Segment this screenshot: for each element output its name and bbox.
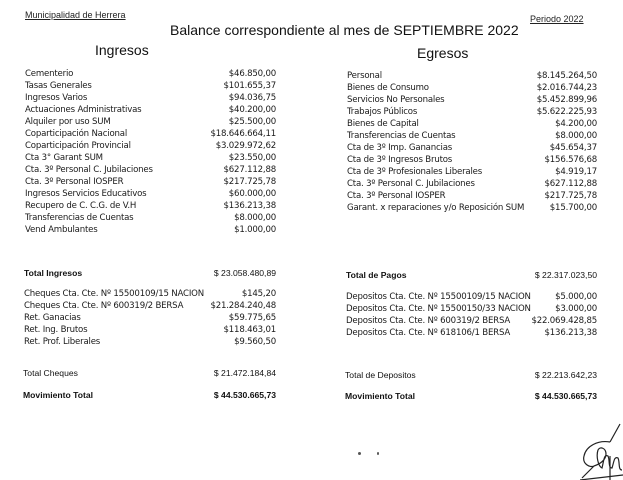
row-label: Ret. Ing. Brutos <box>24 325 88 335</box>
movimiento-total-label: Movimiento Total <box>23 390 94 400</box>
total-depositos-label: Total de Depositos <box>345 370 416 380</box>
egresos-row <box>347 94 597 106</box>
row-label: Bienes de Consumo <box>347 83 429 93</box>
total-depositos <box>345 369 597 381</box>
row-label: Cheques Cta. Cte. Nº 600319/2 BERSA <box>24 301 184 311</box>
row-value: $118.463,01 <box>223 325 276 335</box>
row-label: Depositos Cta. Cte. Nº 15500109/15 NACION <box>346 292 531 302</box>
movimiento-total-value: $ 44.530.665,73 <box>213 390 276 400</box>
egresos-row <box>347 130 597 142</box>
row-value: $22.069.428,85 <box>531 316 597 326</box>
row-label: Cta de 3º Profesionales Liberales <box>347 167 483 177</box>
row-value: $21.284.240,48 <box>210 301 276 311</box>
row-label: Ret. Ganacias <box>24 313 81 323</box>
ingresos-row <box>25 212 276 224</box>
cheque-row <box>24 324 276 336</box>
row-label: Recupero de C. C.G. de V.H <box>25 201 137 211</box>
row-value: $8.000,00 <box>234 213 276 223</box>
egresos-row <box>347 166 597 178</box>
total-pagos-label: Total de Pagos <box>346 270 407 280</box>
total-ingresos <box>24 267 276 279</box>
cheque-row <box>24 336 276 348</box>
row-label: Tasas Generales <box>25 81 92 91</box>
ingresos-row <box>25 92 276 104</box>
signature-icon <box>580 420 623 480</box>
row-value: $60.000,00 <box>228 189 276 199</box>
row-label: Trabajos Públicos <box>347 107 418 117</box>
row-label: Cheques Cta. Cte. Nº 15500109/15 NACION <box>24 289 204 299</box>
row-value: $94.036,75 <box>228 93 276 103</box>
total-ingresos-value: $ 23.058.480,89 <box>213 268 276 278</box>
row-value: $5.452.899,96 <box>536 95 597 105</box>
egresos-row <box>347 202 597 214</box>
row-value: $217.725,78 <box>223 177 276 187</box>
movimiento-total-value: $ 44.530.665,73 <box>534 391 597 401</box>
row-value: $3.000,00 <box>555 304 597 314</box>
row-value: $23.550,00 <box>228 153 276 163</box>
total-cheques-label: Total Cheques <box>23 368 78 378</box>
ingresos-row <box>25 176 276 188</box>
ingresos-row <box>25 68 276 80</box>
row-value: $4.200,00 <box>555 119 597 129</box>
row-value: $145,20 <box>241 289 276 299</box>
ingresos-row <box>25 164 276 176</box>
egresos-row <box>347 190 597 202</box>
municipality-name: Municipalidad de Herrera <box>25 10 126 20</box>
total-pagos <box>346 269 597 281</box>
row-value: $25.500,00 <box>228 117 276 127</box>
row-value: $156.576,68 <box>544 155 597 165</box>
egresos-row <box>347 178 597 190</box>
document-title: Balance correspondiente al mes de SEPTIEMBRE 2022 <box>170 22 519 38</box>
row-label: Cta. 3º Personal C. Jubilaciones <box>347 179 475 189</box>
row-value: $2.016.744,23 <box>536 83 597 93</box>
deposito-row <box>346 315 597 327</box>
scan-speck <box>377 452 379 455</box>
row-value: $1.000,00 <box>234 225 276 235</box>
ingresos-row <box>25 116 276 128</box>
row-label: Cementerio <box>25 69 74 79</box>
egresos-row <box>347 142 597 154</box>
movimiento-total-label: Movimiento Total <box>345 391 416 401</box>
row-label: Ingresos Servicios Educativos <box>25 189 147 199</box>
egresos-row <box>347 70 597 82</box>
row-value: $101.655,37 <box>223 81 276 91</box>
ingresos-row <box>25 200 276 212</box>
row-value: $217.725,78 <box>544 191 597 201</box>
deposito-row <box>346 291 597 303</box>
egresos-heading: Egresos <box>417 45 469 61</box>
row-value: $8.145.264,50 <box>536 71 597 81</box>
movimiento-total-ingresos <box>23 389 276 401</box>
cheque-row <box>24 312 276 324</box>
movimiento-total-egresos <box>345 390 597 402</box>
row-label: Ingresos Varios <box>25 93 88 103</box>
total-depositos-value: $ 22.213.642,23 <box>534 370 597 380</box>
row-label: Cta. 3º Personal IOSPER <box>25 177 124 187</box>
row-label: Bienes de Capital <box>347 119 419 129</box>
row-value: $9.560,50 <box>234 337 276 347</box>
row-label: Cta 3° Garant SUM <box>25 153 103 163</box>
ingresos-row <box>25 224 276 236</box>
total-cheques <box>23 367 276 379</box>
row-value: $18.646.664,11 <box>210 129 276 139</box>
row-value: $136.213,38 <box>544 328 597 338</box>
row-label: Transferencias de Cuentas <box>25 213 134 223</box>
row-value: $627.112,88 <box>544 179 597 189</box>
row-label: Ret. Prof. Liberales <box>24 337 101 347</box>
row-label: Transferencias de Cuentas <box>347 131 456 141</box>
row-label: Personal <box>347 71 382 81</box>
egresos-row <box>347 154 597 166</box>
total-cheques-value: $ 21.472.184,84 <box>213 368 276 378</box>
row-label: Alquiler por uso SUM <box>25 117 111 127</box>
row-value: $3.029.972,62 <box>215 141 276 151</box>
row-label: Depositos Cta. Cte. Nº 618106/1 BERSA <box>346 328 511 338</box>
row-value: $40.200,00 <box>228 105 276 115</box>
ingresos-row <box>25 128 276 140</box>
egresos-row <box>347 118 597 130</box>
row-label: Coparticipación Nacional <box>25 129 128 139</box>
cheque-row <box>24 288 276 300</box>
ingresos-row <box>25 188 276 200</box>
deposito-row <box>346 327 597 339</box>
row-label: Depositos Cta. Cte. Nº 600319/2 BERSA <box>346 316 511 326</box>
total-ingresos-label: Total Ingresos <box>24 268 83 278</box>
egresos-row <box>347 82 597 94</box>
ingresos-row <box>25 104 276 116</box>
row-label: Vend Ambulantes <box>25 225 98 235</box>
period-label: Periodo 2022 <box>530 14 584 24</box>
egresos-row <box>347 106 597 118</box>
row-value: $45.654,37 <box>549 143 597 153</box>
row-label: Cta. 3º Personal C. Jubilaciones <box>25 165 153 175</box>
row-value: $59.775,65 <box>228 313 276 323</box>
row-label: Cta de 3º Imp. Ganancias <box>347 143 453 153</box>
row-value: $136.213,38 <box>223 201 276 211</box>
row-value: $8.000,00 <box>555 131 597 141</box>
row-label: Garant. x reparaciones y/o Reposición SUM <box>347 203 525 213</box>
row-value: $15.700,00 <box>549 203 597 213</box>
cheque-row <box>24 300 276 312</box>
ingresos-heading: Ingresos <box>95 42 149 58</box>
ingresos-row <box>25 152 276 164</box>
deposito-row <box>346 303 597 315</box>
row-label: Servicios No Personales <box>347 95 445 105</box>
row-value: $46.850,00 <box>228 69 276 79</box>
scan-speck <box>358 452 361 455</box>
total-pagos-value: $ 22.317.023,50 <box>534 270 597 280</box>
row-value: $4.919,17 <box>555 167 597 177</box>
row-value: $5.000,00 <box>555 292 597 302</box>
row-value: $5.622.225,93 <box>536 107 597 117</box>
row-label: Actuaciones Administrativas <box>25 105 142 115</box>
ingresos-row <box>25 80 276 92</box>
row-label: Depositos Cta. Cte. Nº 15500150/33 NACION <box>346 304 531 314</box>
row-value: $627.112,88 <box>223 165 276 175</box>
row-label: Coparticipación Provincial <box>25 141 131 151</box>
ingresos-row <box>25 140 276 152</box>
row-label: Cta de 3º Ingresos Brutos <box>347 155 453 165</box>
row-label: Cta. 3º Personal IOSPER <box>347 191 446 201</box>
